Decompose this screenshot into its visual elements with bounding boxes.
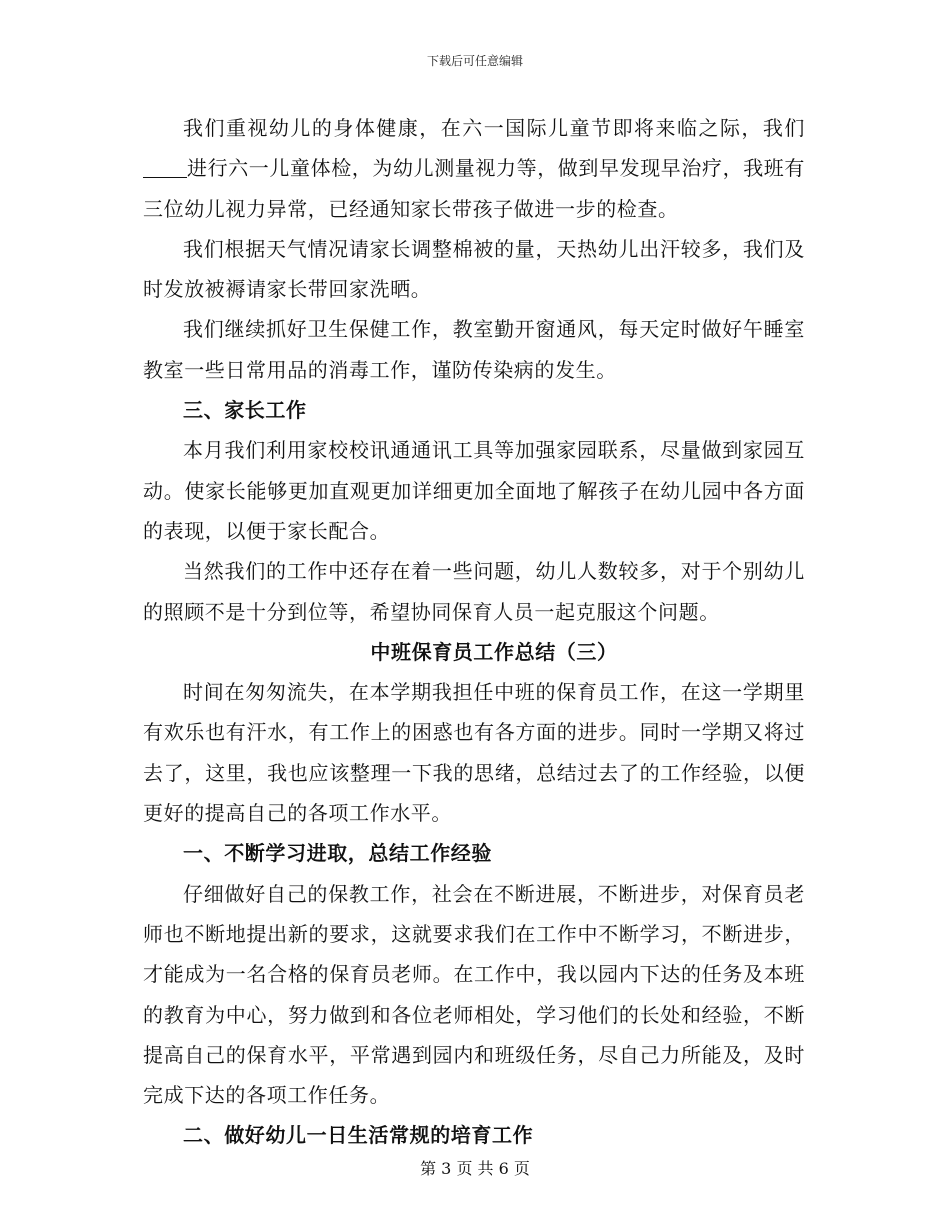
- section-heading: 三、家长工作: [183, 398, 307, 423]
- document-body: [143, 108, 805, 1156]
- paragraph: 我们根据天气情况请家长调整棉被的量，天热幼儿出汗较多，我们及时发放被褥请家长带回家洗晒。: [143, 236, 805, 302]
- paragraph: 当然我们的工作中还存在着一些问题，幼儿人数较多，对于个别幼儿的照顾不是十分到位等，希望协同保育人员一起克服这个问题。: [143, 559, 805, 624]
- paragraph: 时间在匆匆流失，在本学期我担任中班的保育员工作，在这一学期里有欢乐也有汗水，有工作上的困惑也有各方面的进步。同时一学期又将过去了，这里，我也应该整理一下我的思绪，总结过去了的工作经验，以便更好的提高自己的各项工作水平。: [143, 680, 805, 826]
- section-heading: 二、做好幼儿一日生活常规的培育工作: [183, 1123, 534, 1148]
- paragraph: 我们继续抓好卫生保健工作，教室勤开窗通风，每天定时做好午睡室教室一些日常用品的消毒工作，谨防传染病的发生。: [143, 317, 805, 382]
- document-title: 中班保育员工作总结（三）: [370, 639, 618, 664]
- page-number: 第 3 页 共 6 页: [420, 1159, 530, 1178]
- header-note: 下载后可任意编辑: [426, 54, 523, 68]
- paragraph: 本月我们利用家校校讯通通讯工具等加强家园联系，尽量做到家园互动。使家长能够更加直观更加详细更加全面地了解孩子在幼儿园中各方面的表现，以便于家长配合。: [143, 438, 805, 543]
- paragraph: [143, 108, 805, 229]
- section-heading: 一、不断学习进取，总结工作经验: [183, 841, 492, 866]
- paragraph-text: 我们重视幼儿的身体健康，在六一国际儿童节即将来临之际，我们: [183, 116, 805, 140]
- paragraph: 仔细做好自己的保教工作，社会在不断进展，不断进步，对保育员老师也不断地提出新的要求，这就要求我们在工作中不断学习，不断进步，才能成为一名合格的保育员老师。在工作中，我以园内下达的任务及本班的教育为中心，努力做到和各位老师相处，学习他们的长处和经验，不断提高自己的保育水平，平常遇到园内和班级任务，尽自己力所能及，及时完成下达的各项工作任务。: [143, 881, 805, 1108]
- fill-blank: [143, 157, 187, 178]
- paragraph-text: 进行六一儿童体检，为幼儿测量视力等，做到早发现早治疗，我班有三位幼儿视力异常，已经通知家长带孩子做进一步的检查。: [143, 156, 805, 221]
